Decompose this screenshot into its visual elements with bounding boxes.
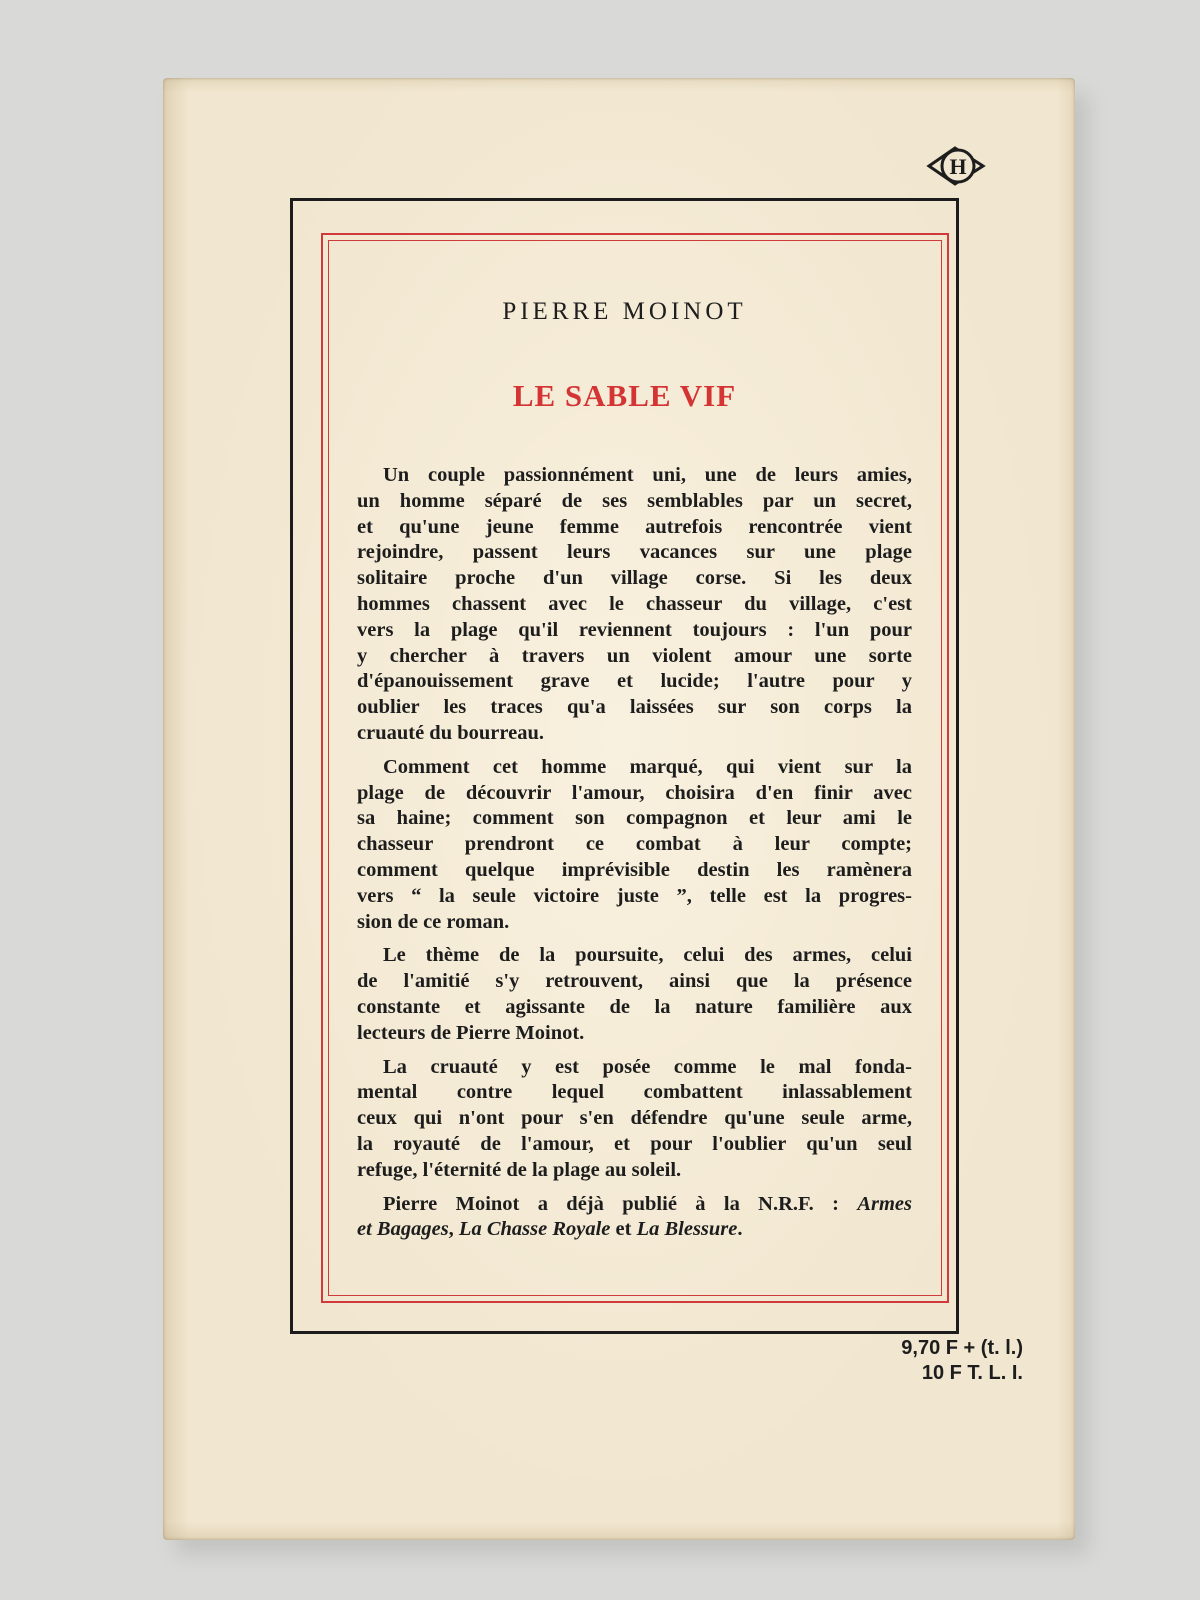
blurb-line: plage de découvrir l'amour, choisira d'en finir avec xyxy=(357,781,912,804)
blurb-line: rejoindre, passent leurs vacances sur une plage xyxy=(357,541,912,564)
blurb-line xyxy=(357,1217,912,1243)
book-reference-armes: Armes xyxy=(857,1192,912,1215)
book-title: LE SABLE VIF xyxy=(512,378,737,413)
blurb-line: vers “ la seule victoire juste ”, telle est la progres- xyxy=(357,884,912,907)
blurb-text: . xyxy=(737,1218,743,1241)
blurb-line: cruauté du bourreau. xyxy=(357,721,544,744)
book-reference-bagages: et Bagages xyxy=(357,1218,449,1241)
blurb-line: solitaire proche d'un village corse. Si les deux xyxy=(357,567,912,590)
blurb-line: et qu'une jeune femme autrefois rencontrée vient xyxy=(357,515,912,538)
blurb-line: sa haine; comment son compagnon et leur ami le xyxy=(357,807,912,830)
price-line-1: 9,70 F + (t. l.) xyxy=(901,1337,1023,1359)
logo-letter: H xyxy=(949,154,967,179)
blurb-line: Un couple passionnément uni, une de leurs amies, xyxy=(383,464,912,486)
blurb-text: Pierre Moinot a déjà publié à la N.R.F. : xyxy=(383,1192,858,1215)
blurb-line: comment quelque imprévisible destin les ramènera xyxy=(357,858,912,881)
blurb-line: constante et agissante de la nature familière aux xyxy=(357,995,912,1018)
blurb-paragraph-3 xyxy=(357,943,912,1046)
publisher-logo-icon xyxy=(925,144,989,188)
blurb-text: , xyxy=(448,1218,459,1241)
blurb-line: mental contre lequel combattent inlassablement xyxy=(357,1081,912,1104)
blurb-line: y chercher à travers un violent amour une sorte xyxy=(357,644,912,667)
blurb-line: refuge, l'éternité de la plage au soleil. xyxy=(357,1158,682,1181)
blurb-line: sion de ce roman. xyxy=(357,910,510,933)
blurb-line: un homme séparé de ses semblables par un secret, xyxy=(357,489,912,512)
book-reference-chasse-royale: La Chasse Royale xyxy=(458,1218,611,1241)
blurb-line: la royauté de l'amour, et pour l'oublier qu'un seul xyxy=(357,1132,912,1155)
price-label xyxy=(723,1336,1023,1386)
blurb-paragraph-2 xyxy=(357,755,912,936)
blurb-line: vers la plage qu'il reviennent toujours : l'un pour xyxy=(357,618,912,641)
blurb-line: oublier les traces qu'a laissées sur son corps la xyxy=(357,696,912,719)
blurb-paragraph-5 xyxy=(357,1192,912,1244)
blurb-line: chasseur prendront ce combat à leur compte; xyxy=(357,833,912,856)
blurb-paragraph-1 xyxy=(357,463,912,747)
book-back-cover xyxy=(163,78,1075,1540)
blurb-line: d'épanouissement grave et lucide; l'autre pour y xyxy=(357,670,912,693)
book-reference-blessure: La Blessure xyxy=(636,1218,738,1241)
blurb-line: Le thème de la poursuite, celui des armes, celui xyxy=(383,944,912,967)
blurb-line: ceux qui n'ont pour s'en défendre qu'une seule arme, xyxy=(357,1107,912,1130)
blurb-paragraph-4 xyxy=(357,1055,912,1184)
blurb-line xyxy=(357,1192,912,1218)
blurb-line: Comment cet homme marqué, qui vient sur la xyxy=(383,755,912,778)
author-name: PIERRE MOINOT xyxy=(502,298,747,325)
blurb-line: La cruauté y est posée comme le mal fonda- xyxy=(383,1055,912,1078)
blurb-line: hommes chassent avec le chasseur du village, c'est xyxy=(357,592,912,615)
blurb-line: de l'amitié s'y retrouvent, ainsi que la présence xyxy=(357,970,912,993)
blurb-line: lecteurs de Pierre Moinot. xyxy=(357,1021,585,1044)
book-blurb xyxy=(357,463,912,1251)
price-line-2: 10 F T. L. I. xyxy=(921,1362,1023,1384)
blurb-text: et xyxy=(610,1218,637,1241)
